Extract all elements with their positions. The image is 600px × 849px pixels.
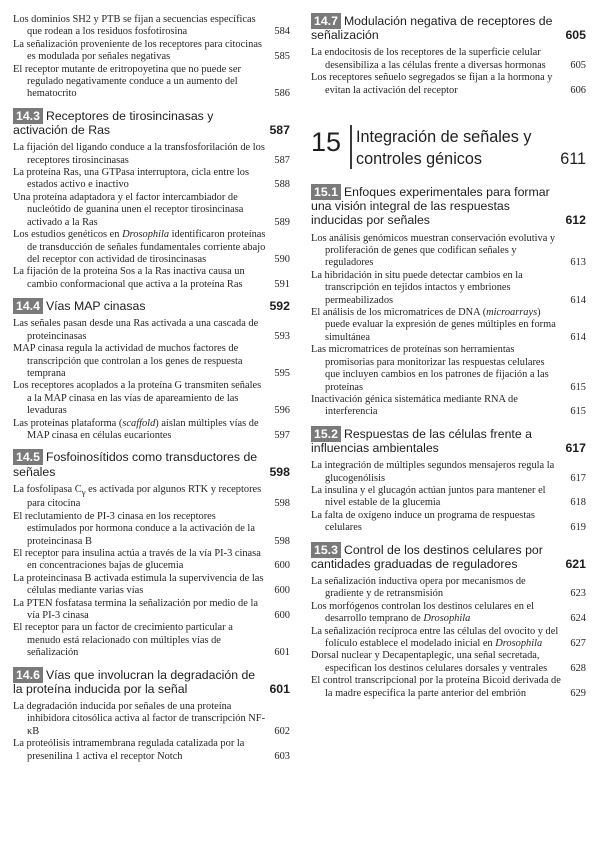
right-column: [311, 2, 586, 700]
section-title: Control de los destinos celulares por cantidades graduadas de reguladores: [311, 542, 543, 571]
toc-entry-page: 597: [274, 429, 290, 441]
section-title-wrap: [311, 14, 586, 42]
section-page: 612: [565, 213, 586, 228]
toc-entry: [13, 266, 290, 291]
toc-entry-page: 624: [570, 613, 586, 625]
toc-entry: [13, 573, 290, 598]
toc-entry: [13, 39, 290, 64]
toc-entry-text: Las micromatrices de proteínas son herramientas promisorias para monitorizar las respuestas celulares que incluyen cambios en los patrones de fijación a las proteínas: [311, 344, 549, 393]
toc-entry: [311, 576, 586, 601]
toc-entry-text: La señalización inductiva opera por mecanismos de gradiente y de retransmisión: [311, 575, 526, 600]
toc-entry-page: 613: [570, 257, 586, 269]
section-page: 617: [565, 440, 586, 455]
toc-entry-page: 593: [274, 330, 290, 342]
toc-entry-text: La PTEN fosfatasa termina la señalización por medio de la vía PI-3 cinasa: [13, 597, 258, 621]
section-heading: [13, 450, 290, 478]
toc-entry: [13, 167, 290, 192]
toc-entry-page: 617: [570, 472, 586, 484]
toc-entry-text-part: ) puede evaluar la expresión de genes múltiples en forma simultánea: [325, 307, 556, 343]
toc-entry-page: 601: [274, 647, 290, 659]
section-title: Fosfoinosítidos como transductores de señales: [13, 450, 258, 479]
section-page: 598: [269, 464, 290, 479]
section-title-wrap: [13, 450, 290, 478]
section-page: 592: [269, 299, 290, 314]
section-block: [311, 14, 586, 97]
toc-entry-page: 614: [570, 331, 586, 343]
section-title: Modulación negativa de receptores de señalización: [311, 14, 553, 43]
toc-entry-page: 584: [274, 26, 290, 38]
toc-entry-text: Las señales pasan desde una Ras activada a una cascada de proteincinasas: [13, 318, 259, 342]
toc-entry-page: 605: [570, 59, 586, 71]
toc-entry: [13, 380, 290, 417]
toc-entry: [13, 343, 290, 380]
section-page: 587: [269, 123, 290, 138]
toc-entry: [311, 394, 586, 419]
section-title-wrap: [13, 109, 290, 137]
toc-entry-text: Los dominios SH2 y PTB se fijan a secuencias específicas que rodean a los residuos fosfotirosina: [13, 14, 256, 38]
section-page: 601: [269, 681, 290, 696]
toc-entry-text-part: Los estudios genéticos en: [13, 229, 123, 241]
toc-entry-page: 615: [570, 406, 586, 418]
section-heading: [311, 14, 586, 42]
toc-entry-text: Dorsal nuclear y Decapentaplegic, una señal secretada, especifican los destinos celulares dorsales y ventrales: [311, 650, 548, 674]
toc-entry-text: Los receptores acoplados a la proteína G transmiten señales a la MAP cinasa en las vías de apareamiento de las levaduras: [13, 380, 262, 417]
section-number: 15.2: [311, 426, 341, 442]
toc-entry-page: 585: [274, 51, 290, 63]
toc-entry: [13, 14, 290, 39]
section-number: 14.4: [13, 298, 43, 314]
toc-entry-page: 598: [274, 498, 290, 510]
toc-entry-text: La endocitosis de los receptores de la superficie celular desensibiliza a las células frente a diversas hormonas: [311, 47, 546, 71]
section-heading: [13, 109, 290, 137]
toc-entry-page: 628: [570, 662, 586, 674]
section-title-wrap: [311, 427, 586, 455]
toc-entry: [13, 192, 290, 229]
toc-entry-page: 600: [274, 560, 290, 572]
toc-entry: [311, 270, 586, 307]
toc-entry: [311, 344, 586, 394]
toc-entry: [13, 229, 290, 266]
toc-entry: [13, 511, 290, 548]
toc-entry-text-part: es activada por algunos RTK y receptores para citocina: [27, 483, 262, 510]
toc-entry-text: La señalización proveniente de los receptores para citocinas es modulada por señales negativas: [13, 38, 262, 63]
toc-entry: [13, 701, 290, 738]
toc-entry: [13, 418, 290, 443]
toc-entry: [13, 598, 290, 623]
left-column: [13, 14, 290, 763]
section-page: 621: [565, 556, 586, 571]
toc-entry-text: [13, 484, 290, 511]
toc-entry: [13, 484, 290, 511]
toc-entry: [311, 460, 586, 485]
toc-entry-text-part: identificaron proteínas de transducción de señales fundamentales corriente abajo del receptor con actividad de tirosincinasas: [27, 229, 266, 265]
section-heading: [311, 543, 586, 571]
section-block: [311, 427, 586, 535]
toc-entry-text: El reclutamiento de PI-3 cinasa en los receptores estimulados por hormona conduce a la activación de la proteincinasa B: [13, 510, 255, 547]
toc-entry: [311, 307, 586, 344]
toc-entry-page: 591: [274, 278, 290, 290]
chapter-number: 15: [311, 127, 342, 158]
toc-entry-page: 589: [274, 216, 290, 228]
toc-entry-text: La hibridación in situ puede detectar cambios en la transcripción en tejidos intactos y embriones permeabilizados: [311, 269, 523, 306]
chapter-page: 611: [560, 150, 586, 169]
section-heading: [311, 185, 586, 228]
toc-entry-italic: Drosophila: [122, 229, 170, 241]
toc-entry-page: 586: [274, 88, 290, 100]
toc-entry-text: La fijación del ligando conduce a la transfosforilación de los receptores tirosincinasas: [13, 142, 265, 166]
toc-entry: [311, 233, 586, 270]
toc-entry-page: 615: [570, 381, 586, 393]
toc-entry-italic: Drosophila: [423, 613, 471, 625]
toc-entry-text: El receptor para insulina actúa a través de la vía PI-3 cinasa en concentraciones bajas de glucemia: [13, 547, 261, 572]
toc-entry-text: [13, 418, 290, 443]
toc-entry: [13, 738, 290, 763]
toc-entry-text: El receptor para un factor de crecimiento particular a menudo está relacionado con múltiples vías de señalización: [13, 622, 233, 659]
section-number: 14.7: [311, 13, 341, 29]
section-number: 15.1: [311, 184, 341, 200]
toc-entry-text: La insulina y el glucagón actúan juntos para mantener el nivel estable de la glucemia: [311, 484, 546, 509]
toc-entry: [311, 47, 586, 72]
toc-entry-page: 618: [570, 497, 586, 509]
toc-entry-page: 587: [274, 154, 290, 166]
toc-entry: [311, 650, 586, 675]
section-heading: [311, 427, 586, 455]
toc-entry: [311, 626, 586, 651]
chapter-heading: [311, 123, 586, 175]
section-title-wrap: [13, 668, 290, 696]
section-title-wrap: [311, 185, 586, 228]
section-heading: [13, 299, 290, 313]
section-block: [13, 109, 290, 291]
toc-entry-text: [13, 229, 290, 266]
toc-entry-page: 600: [274, 585, 290, 597]
toc-entry-page: 596: [274, 405, 290, 417]
toc-entry: [311, 675, 586, 700]
toc-entry-text-part: La señalización recíproca entre las células del ovocito y del folículo establece el modelado inicial en: [311, 625, 559, 650]
section-heading: [13, 668, 290, 696]
toc-entry: [13, 548, 290, 573]
toc-entry-text: [311, 601, 586, 626]
section-title-wrap: [311, 543, 586, 571]
toc-entry: [13, 142, 290, 167]
toc-entry-text: La integración de múltiples segundos mensajeros regula la glucogenólisis: [311, 460, 555, 484]
section-block: [311, 185, 586, 419]
toc-entry-text: MAP cinasa regula la actividad de muchos factores de transcripción que controlan a los genes de respuesta temprana: [13, 343, 243, 379]
toc-entry: [13, 64, 290, 101]
toc-entry-text: El control transcripcional por la proteína Bicoid derivada de la madre especifica la parte anterior del embrión: [311, 675, 561, 699]
toc-entry: [13, 622, 290, 659]
chapter-divider: [350, 125, 352, 169]
toc-entry: [311, 72, 586, 97]
chapter-title: Integración de señales y controles génicos: [356, 128, 532, 169]
section-number: 14.6: [13, 667, 43, 683]
toc-entry-text: Una proteína adaptadora y el factor intercambiador de nucleótido de guanina unen el receptor tirosincinasa activado a la Ras: [13, 191, 244, 228]
section-block: [311, 543, 586, 700]
section-number: 15.3: [311, 542, 341, 558]
section-title: Receptores de tirosincinasas y activación de Ras: [13, 108, 214, 138]
section-number: 14.5: [13, 449, 43, 465]
section-title: Enfoques experimentales para formar una visión integral de las respuestas inducidas por señales: [311, 185, 550, 228]
section-title-wrap: [13, 299, 290, 313]
section-page: 605: [565, 28, 586, 43]
section-title: Vías que involucran la degradación de la proteína inducida por la señal: [13, 667, 256, 696]
toc-entry-italic: microarrays: [486, 307, 538, 319]
toc-entry-text-part: La fosfolipasa C: [13, 483, 82, 495]
toc-entry-page: 588: [274, 179, 290, 191]
toc-entry: [13, 318, 290, 343]
toc-entry-page: 603: [274, 750, 290, 762]
toc-entry-text: La falta de oxígeno induce un programa de respuestas celulares: [311, 509, 535, 534]
toc-entry-text: El receptor mutante de eritropoyetina que no puede ser regulado negativamente conduce a un aumento del hematocrito: [13, 63, 241, 100]
section-title: Respuestas de las células frente a influencias ambientales: [311, 426, 532, 455]
toc-entry-page: 590: [274, 253, 290, 265]
toc-entry-page: 629: [570, 687, 586, 699]
toc-entry: [311, 510, 586, 535]
toc-entry: [311, 601, 586, 626]
toc-entry-text-part: Las proteínas plataforma (: [13, 417, 123, 429]
toc-entry-text: [311, 626, 586, 651]
toc-entry-text: La proteína Ras, una GTPasa interruptora, cicla entre los estados activo e inactivo: [13, 167, 250, 191]
toc-entry-page: 627: [570, 638, 586, 650]
toc-entry-text-part: Los morfógenos controlan los destinos celulares en el desarrollo temprano de: [311, 600, 535, 625]
section-block: [13, 668, 290, 763]
toc-entry-italic: Drosophila: [495, 638, 543, 650]
toc-entry-text: Los receptores señuelo segregados se fijan a la hormona y evitan la activación del receptor: [311, 72, 553, 96]
section-number: 14.3: [13, 108, 43, 124]
toc-entry-page: 619: [570, 522, 586, 534]
toc-entry-text-part: ) aíslan múltiples vías de MAP cinasa en células eucariontes: [27, 417, 259, 441]
toc-entry-page: 623: [570, 588, 586, 600]
toc-entry-text: La degradación inducida por señales de una proteína inhibidora citosólica activa al factor de transcripción NF-κB: [13, 700, 266, 737]
toc-entry-page: 602: [274, 725, 290, 737]
section-block: [13, 450, 290, 659]
toc-entry-text: Inactivación génica sistemática mediante RNA de interferencia: [311, 393, 518, 418]
section-title: Vías MAP cinasas: [45, 299, 146, 314]
toc-entry-page: 606: [570, 84, 586, 96]
section-block: [13, 299, 290, 442]
toc-entry-text-part: El análisis de los micromatrices de DNA (: [311, 307, 487, 319]
toc-entry-page: 595: [274, 367, 290, 379]
toc-entry-text: [311, 307, 586, 344]
toc-entry-text: La proteincinasa B activada estimula la supervivencia de las células mediante varias vías: [13, 572, 264, 597]
toc-entry-text: La proteólisis intramembrana regulada catalizada por la presenilina 1 activa el receptor Notch: [13, 738, 245, 762]
toc-entry-page: 600: [274, 609, 290, 621]
toc-entry-italic: scaffold: [122, 417, 156, 429]
toc-entry-page: 614: [570, 294, 586, 306]
toc-entry-subscript: γ: [81, 486, 86, 497]
toc-entry-text: Los análisis genómicos muestran conservación evolutiva y proliferación de genes que codifican señales y reguladores: [311, 232, 556, 269]
toc-entry-text: La fijación de la proteína Sos a la Ras inactiva causa un cambio conformacional que activa a la proteína Ras: [13, 266, 245, 290]
toc-entry-page: 598: [274, 535, 290, 547]
toc-entry: [311, 485, 586, 510]
